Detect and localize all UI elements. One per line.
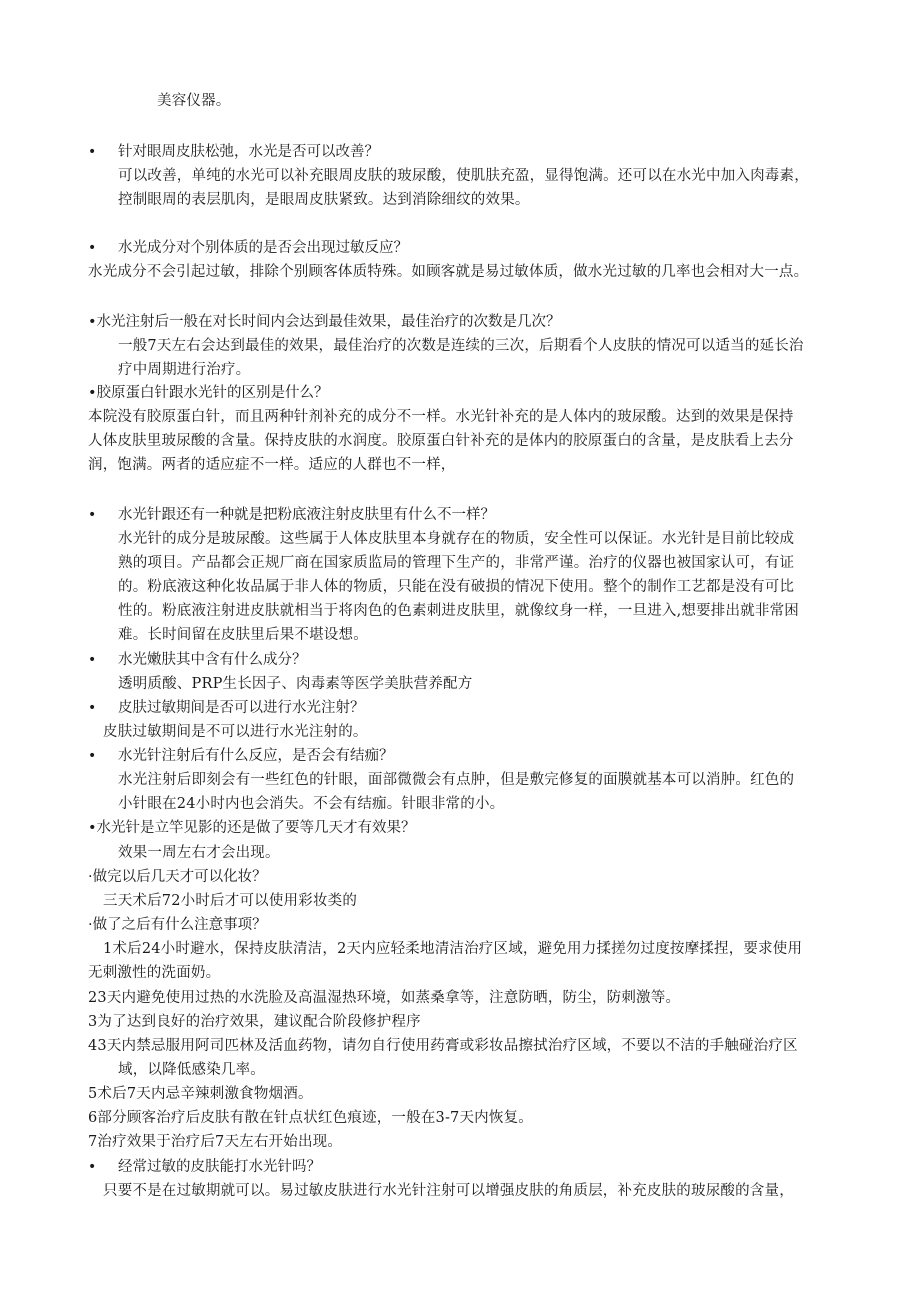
answer-line: 小针眼在24小时内也会消失。不会有结痂。针眼非常的小。: [118, 796, 505, 812]
answer-line: 23天内避免使用过热的水洗脸及高温湿热环境，如蒸桑拿等，注意防晒，防尘，防刺激等。: [88, 990, 681, 1006]
question-heading: ·做了之后有什么注意事项？: [88, 917, 267, 933]
bullet-icon: •: [88, 748, 97, 764]
question-heading: ·做完以后几天才可以化妆？: [88, 869, 267, 885]
question-heading: 水光针跟还有一种就是把粉底液注射皮肤里有什么不一样？: [118, 507, 495, 523]
answer-line: 可以改善，单纯的水光可以补充眼周皮肤的玻尿酸，使肌肤充盈，显得饱满。还可以在水光中加入肉毒素，: [118, 168, 809, 184]
answer-line: 本院没有胶原蛋白针，而且两种针剂补充的成分不一样。水光针补充的是人体内的玻尿酸。达到的效果是保持: [88, 409, 794, 425]
answer-line: 1术后24小时避水，保持皮肤清洁，2天内应轻柔地清洁治疗区域，避免用力揉搓勿过度按摩揉捏，要求使用: [103, 941, 803, 957]
question-heading: •胶原蛋白针跟水光针的区别是什么？: [88, 385, 329, 401]
answer-line: 7治疗效果于治疗后7天左右开始出现。: [88, 1134, 343, 1150]
bullet-icon: •: [88, 652, 97, 668]
answer-line: 透明质酸、PRP生长因子、肉毒素等医学美肤营养配方: [118, 676, 473, 692]
question-heading: •水光针是立竿见影的还是做了要等几天才有效果？: [88, 820, 416, 836]
answer-line: 6部分顾客治疗后皮肤有散在针点状红色痕迹，一般在3-7天内恢复。: [88, 1110, 533, 1126]
question-heading: 皮肤过敏期间是否可以进行水光注射？: [118, 700, 365, 716]
answer-line: 水光注射后即刻会有一些红色的针眼，面部微微会有点肿，但是敷完修复的面膜就基本可以消肿。红色的: [118, 772, 795, 788]
answer-line: 效果一周左右才会出现。: [118, 845, 280, 861]
answer-line: 3为了达到良好的治疗效果，建议配合阶段修护程序: [88, 1014, 421, 1030]
answer-line: 皮肤过敏期间是不可以进行水光注射的。: [103, 724, 368, 740]
bullet-icon: •: [88, 144, 97, 160]
answer-line: 性的。粉底液注射进皮肤就相当于将肉色的色素刺进皮肤里，就像纹身一样，一旦进入,想要排出就非常困: [118, 603, 800, 619]
answer-line: 的。粉底液这种化妆品属于非人体的物质，只能在没有破损的情况下使用。整个的制作工艺都是没有可比: [118, 579, 795, 595]
question-heading: 经常过敏的皮肤能打水光针吗？: [118, 1159, 321, 1175]
answer-line: 5术后7天内忌辛辣刺激食物烟酒。: [88, 1086, 313, 1102]
answer-line: 只要不是在过敏期就可以。易过敏皮肤进行水光针注射可以增强皮肤的角质层，补充皮肤的玻尿酸的含量，: [103, 1183, 794, 1199]
answer-line: 疗中周期进行治疗。: [118, 362, 251, 378]
answer-line: 域，以降低感染几率。: [118, 1062, 265, 1078]
bullet-icon: •: [88, 700, 97, 716]
bullet-icon: •: [88, 507, 97, 523]
answer-line: 熟的项目。产品都会正规厂商在国家质监局的管理下生产的，非常严谨。治疗的仪器也被国家认可，有证: [118, 555, 795, 571]
answer-line: 润，饱满。两者的适应症不一样。适应的人群也不一样，: [88, 457, 456, 473]
answer-line: 一般7天左右会达到最佳的效果，最佳治疗的次数是连续的三次，后期看个人皮肤的情况可以适当的延长治: [118, 338, 804, 354]
answer-line: 水光成分不会引起过敏，排除个别顾客体质特殊。如顾客就是易过敏体质，做水光过敏的几率也会相对大一点。: [88, 264, 809, 280]
bullet-icon: •: [88, 1159, 97, 1175]
answer-line: 43天内禁忌服用阿司匹林及活血药物，请勿自行使用药膏或彩妆品擦拭治疗区域，不要以不洁的手触碰治疗区: [88, 1038, 798, 1054]
answer-line: 难。长时间留在皮肤里后果不堪设想。: [118, 627, 368, 643]
question-heading: 针对眼周皮肤松弛，水光是否可以改善？: [118, 144, 379, 160]
answer-line: 无刺激性的洗面奶。: [88, 965, 221, 981]
bullet-icon: •: [88, 240, 97, 256]
question-heading: 水光成分对个别体质的是否会出现过敏反应？: [118, 240, 408, 256]
text-line: 美容仪器。: [157, 93, 231, 109]
answer-line: 人体皮肤里玻尿酸的含量。保持皮肤的水润度。胶原蛋白针补充的是体内的胶原蛋白的含量，是皮肤看上去分: [88, 433, 794, 449]
answer-line: 控制眼周的表层肌肉，是眼周皮肤紧致。达到消除细纹的效果。: [118, 192, 530, 208]
question-heading: •水光注射后一般在对长时间内会达到最佳效果，最佳治疗的次数是几次？: [88, 314, 561, 330]
answer-line: 三天术后72小时后才可以使用彩妆类的: [103, 893, 358, 909]
answer-line: 水光针的成分是玻尿酸。这些属于人体皮肤里本身就存在的物质，安全性可以保证。水光针是目前比较成: [118, 531, 795, 547]
question-heading: 水光针注射后有什么反应，是否会有结痂？: [118, 748, 394, 764]
question-heading: 水光嫩肤其中含有什么成分？: [118, 652, 307, 668]
